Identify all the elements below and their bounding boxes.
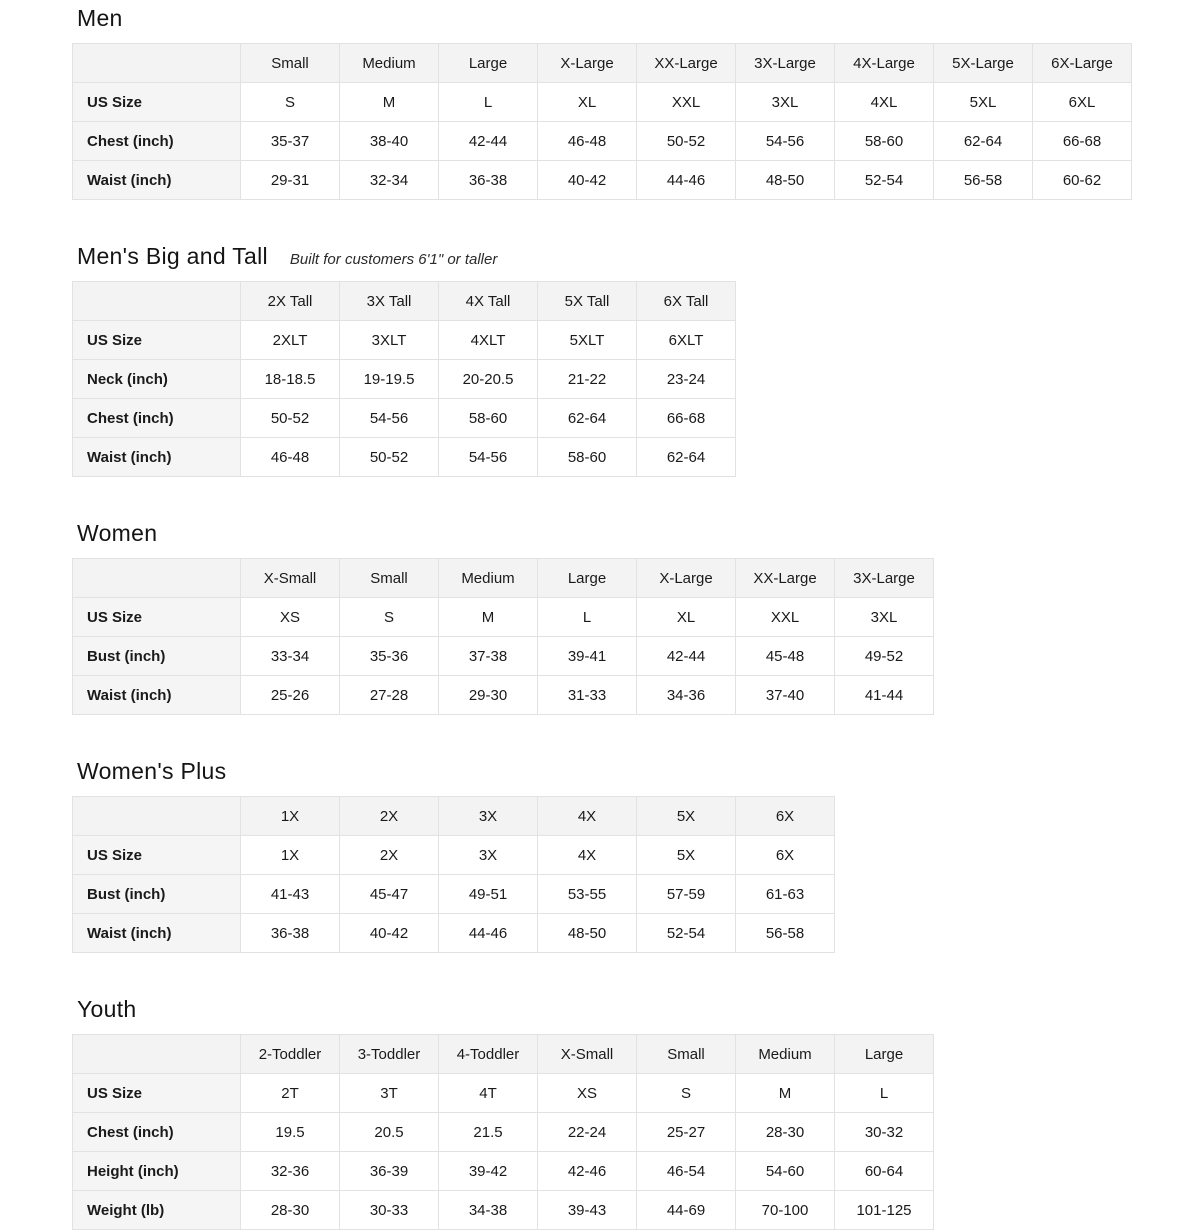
column-header: 3X-Large [835, 559, 934, 598]
size-cell: 49-51 [439, 875, 538, 914]
size-cell: 70-100 [736, 1191, 835, 1230]
section-youth [72, 996, 1200, 1230]
size-cell: 1X [241, 836, 340, 875]
section-title: Youth [77, 996, 137, 1022]
size-cell: 30-33 [340, 1191, 439, 1230]
column-header: Small [241, 44, 340, 83]
row-label: Chest (inch) [73, 399, 241, 438]
size-cell: 42-44 [439, 122, 538, 161]
row-label: US Size [73, 1074, 241, 1113]
size-cell: 4T [439, 1074, 538, 1113]
row-label: Waist (inch) [73, 914, 241, 953]
size-cell: 36-38 [241, 914, 340, 953]
section-men [72, 5, 1200, 200]
section-title: Women [77, 520, 158, 546]
size-cell: 45-48 [736, 637, 835, 676]
size-cell: 20.5 [340, 1113, 439, 1152]
size-cell: 2XLT [241, 321, 340, 360]
table-row [73, 360, 736, 399]
column-header: 3-Toddler [340, 1035, 439, 1074]
size-table-youth [72, 1034, 934, 1230]
size-cell: XL [538, 83, 637, 122]
size-cell: 44-69 [637, 1191, 736, 1230]
size-cell: 2X [340, 836, 439, 875]
column-header: Large [439, 44, 538, 83]
size-cell: 3XL [835, 598, 934, 637]
table-row [73, 161, 1132, 200]
header-row [73, 44, 1132, 83]
size-cell: 46-48 [538, 122, 637, 161]
size-cell: 19-19.5 [340, 360, 439, 399]
size-cell: 48-50 [736, 161, 835, 200]
column-header: XX-Large [736, 559, 835, 598]
size-cell: 4XLT [439, 321, 538, 360]
size-cell: 50-52 [241, 399, 340, 438]
section-womens-plus [72, 758, 1200, 953]
size-cell: XL [637, 598, 736, 637]
size-cell: 5XLT [538, 321, 637, 360]
size-cell: 61-63 [736, 875, 835, 914]
section-title: Men's Big and Tall [77, 243, 268, 269]
size-cell: L [538, 598, 637, 637]
column-header: 5X [637, 797, 736, 836]
table-row [73, 1152, 934, 1191]
header-row [73, 559, 934, 598]
column-header: X-Large [637, 559, 736, 598]
size-cell: 21-22 [538, 360, 637, 399]
column-header: 4X [538, 797, 637, 836]
section-header [77, 520, 1200, 547]
size-cell: 48-50 [538, 914, 637, 953]
size-cell: 5X [637, 836, 736, 875]
size-cell: 54-56 [736, 122, 835, 161]
column-header: Small [340, 559, 439, 598]
size-cell: 21.5 [439, 1113, 538, 1152]
header-row [73, 797, 835, 836]
size-table-womens-plus [72, 796, 835, 953]
size-cell: 50-52 [340, 438, 439, 477]
size-cell: 35-36 [340, 637, 439, 676]
column-header: Large [835, 1035, 934, 1074]
size-cell: 2T [241, 1074, 340, 1113]
section-mens-big-and-tall [72, 243, 1200, 477]
column-header: 2-Toddler [241, 1035, 340, 1074]
size-cell: S [340, 598, 439, 637]
size-cell: 39-43 [538, 1191, 637, 1230]
column-header: 2X Tall [241, 282, 340, 321]
size-cell: M [340, 83, 439, 122]
size-cell: XXL [637, 83, 736, 122]
size-cell: 32-36 [241, 1152, 340, 1191]
column-header: Small [637, 1035, 736, 1074]
size-cell: XS [241, 598, 340, 637]
size-cell: 18-18.5 [241, 360, 340, 399]
corner-cell [73, 559, 241, 598]
size-cell: 20-20.5 [439, 360, 538, 399]
size-cell: S [637, 1074, 736, 1113]
size-cell: 66-68 [637, 399, 736, 438]
section-header [77, 5, 1200, 32]
column-header: 5X Tall [538, 282, 637, 321]
size-cell: L [439, 83, 538, 122]
size-cell: 39-41 [538, 637, 637, 676]
row-label: Neck (inch) [73, 360, 241, 399]
table-row [73, 836, 835, 875]
size-cell: 3X [439, 836, 538, 875]
table-row [73, 399, 736, 438]
size-cell: 44-46 [439, 914, 538, 953]
size-cell: XS [538, 1074, 637, 1113]
size-cell: 46-48 [241, 438, 340, 477]
size-cell: 33-34 [241, 637, 340, 676]
column-header: X-Small [538, 1035, 637, 1074]
column-header: 6X [736, 797, 835, 836]
size-cell: 45-47 [340, 875, 439, 914]
size-cell: 39-42 [439, 1152, 538, 1191]
size-cell: 101-125 [835, 1191, 934, 1230]
column-header: Medium [736, 1035, 835, 1074]
column-header: 4X Tall [439, 282, 538, 321]
table-row [73, 83, 1132, 122]
size-cell: 46-54 [637, 1152, 736, 1191]
column-header: XX-Large [637, 44, 736, 83]
size-cell: 29-31 [241, 161, 340, 200]
size-cell: 35-37 [241, 122, 340, 161]
size-cell: 28-30 [736, 1113, 835, 1152]
size-cell: 3XL [736, 83, 835, 122]
size-cell: 34-36 [637, 676, 736, 715]
size-cell: 4XL [835, 83, 934, 122]
size-cell: 37-40 [736, 676, 835, 715]
size-cell: 62-64 [637, 438, 736, 477]
row-label: US Size [73, 598, 241, 637]
table-row [73, 676, 934, 715]
size-charts-container [72, 5, 1200, 1230]
size-cell: 60-64 [835, 1152, 934, 1191]
section-title: Women's Plus [77, 758, 227, 784]
column-header: 5X-Large [934, 44, 1033, 83]
size-cell: 37-38 [439, 637, 538, 676]
table-row [73, 122, 1132, 161]
size-table-mens-big-and-tall [72, 281, 736, 477]
size-cell: 42-44 [637, 637, 736, 676]
table-row [73, 438, 736, 477]
size-cell: 36-39 [340, 1152, 439, 1191]
size-cell: 31-33 [538, 676, 637, 715]
table-row [73, 598, 934, 637]
column-header: 3X-Large [736, 44, 835, 83]
section-women [72, 520, 1200, 715]
row-label: US Size [73, 321, 241, 360]
column-header: X-Small [241, 559, 340, 598]
size-cell: 50-52 [637, 122, 736, 161]
size-cell: S [241, 83, 340, 122]
size-cell: 38-40 [340, 122, 439, 161]
size-cell: 27-28 [340, 676, 439, 715]
size-table-women [72, 558, 934, 715]
size-cell: 22-24 [538, 1113, 637, 1152]
section-header [77, 243, 1200, 270]
section-title: Men [77, 5, 123, 31]
size-cell: 42-46 [538, 1152, 637, 1191]
size-cell: 41-44 [835, 676, 934, 715]
column-header: 2X [340, 797, 439, 836]
size-cell: 41-43 [241, 875, 340, 914]
section-subtitle: Built for customers 6'1" or taller [289, 251, 498, 268]
size-cell: 5XL [934, 83, 1033, 122]
size-cell: 28-30 [241, 1191, 340, 1230]
size-cell: 54-56 [340, 399, 439, 438]
size-cell: 62-64 [934, 122, 1033, 161]
size-cell: 56-58 [736, 914, 835, 953]
size-cell: XXL [736, 598, 835, 637]
table-row [73, 1191, 934, 1230]
row-label: US Size [73, 836, 241, 875]
table-row [73, 914, 835, 953]
corner-cell [73, 797, 241, 836]
size-cell: 36-38 [439, 161, 538, 200]
column-header: 3X Tall [340, 282, 439, 321]
column-header: Large [538, 559, 637, 598]
size-cell: 40-42 [340, 914, 439, 953]
column-header: 3X [439, 797, 538, 836]
size-cell: M [736, 1074, 835, 1113]
column-header: Medium [439, 559, 538, 598]
size-table-men [72, 43, 1132, 200]
corner-cell [73, 1035, 241, 1074]
size-cell: 52-54 [637, 914, 736, 953]
size-cell: 52-54 [835, 161, 934, 200]
size-cell: 57-59 [637, 875, 736, 914]
column-header: 6X-Large [1033, 44, 1132, 83]
size-cell: 58-60 [439, 399, 538, 438]
size-cell: 34-38 [439, 1191, 538, 1230]
size-cell: 58-60 [835, 122, 934, 161]
size-cell: 54-56 [439, 438, 538, 477]
size-cell: 4X [538, 836, 637, 875]
table-row [73, 321, 736, 360]
corner-cell [73, 44, 241, 83]
section-header [77, 758, 1200, 785]
size-cell: 6XLT [637, 321, 736, 360]
size-cell: 29-30 [439, 676, 538, 715]
size-cell: 40-42 [538, 161, 637, 200]
size-cell: 23-24 [637, 360, 736, 399]
row-label: Waist (inch) [73, 438, 241, 477]
size-cell: 19.5 [241, 1113, 340, 1152]
size-cell: 60-62 [1033, 161, 1132, 200]
header-row [73, 1035, 934, 1074]
size-cell: 3T [340, 1074, 439, 1113]
size-cell: 25-26 [241, 676, 340, 715]
size-cell: 49-52 [835, 637, 934, 676]
size-cell: 30-32 [835, 1113, 934, 1152]
column-header: 1X [241, 797, 340, 836]
row-label: Waist (inch) [73, 676, 241, 715]
column-header: 4-Toddler [439, 1035, 538, 1074]
row-label: Waist (inch) [73, 161, 241, 200]
size-cell: 25-27 [637, 1113, 736, 1152]
row-label: Bust (inch) [73, 637, 241, 676]
column-header: 6X Tall [637, 282, 736, 321]
row-label: Weight (lb) [73, 1191, 241, 1230]
column-header: X-Large [538, 44, 637, 83]
size-cell: 3XLT [340, 321, 439, 360]
row-label: Chest (inch) [73, 122, 241, 161]
row-label: US Size [73, 83, 241, 122]
size-cell: 56-58 [934, 161, 1033, 200]
size-cell: 44-46 [637, 161, 736, 200]
size-cell: 32-34 [340, 161, 439, 200]
column-header: Medium [340, 44, 439, 83]
table-row [73, 1074, 934, 1113]
row-label: Chest (inch) [73, 1113, 241, 1152]
size-cell: 66-68 [1033, 122, 1132, 161]
corner-cell [73, 282, 241, 321]
row-label: Height (inch) [73, 1152, 241, 1191]
size-cell: 58-60 [538, 438, 637, 477]
size-cell: 54-60 [736, 1152, 835, 1191]
header-row [73, 282, 736, 321]
column-header: 4X-Large [835, 44, 934, 83]
size-cell: 53-55 [538, 875, 637, 914]
size-cell: 62-64 [538, 399, 637, 438]
size-cell: 6XL [1033, 83, 1132, 122]
size-cell: 6X [736, 836, 835, 875]
size-cell: L [835, 1074, 934, 1113]
table-row [73, 637, 934, 676]
section-header [77, 996, 1200, 1023]
row-label: Bust (inch) [73, 875, 241, 914]
size-cell: M [439, 598, 538, 637]
table-row [73, 1113, 934, 1152]
table-row [73, 875, 835, 914]
